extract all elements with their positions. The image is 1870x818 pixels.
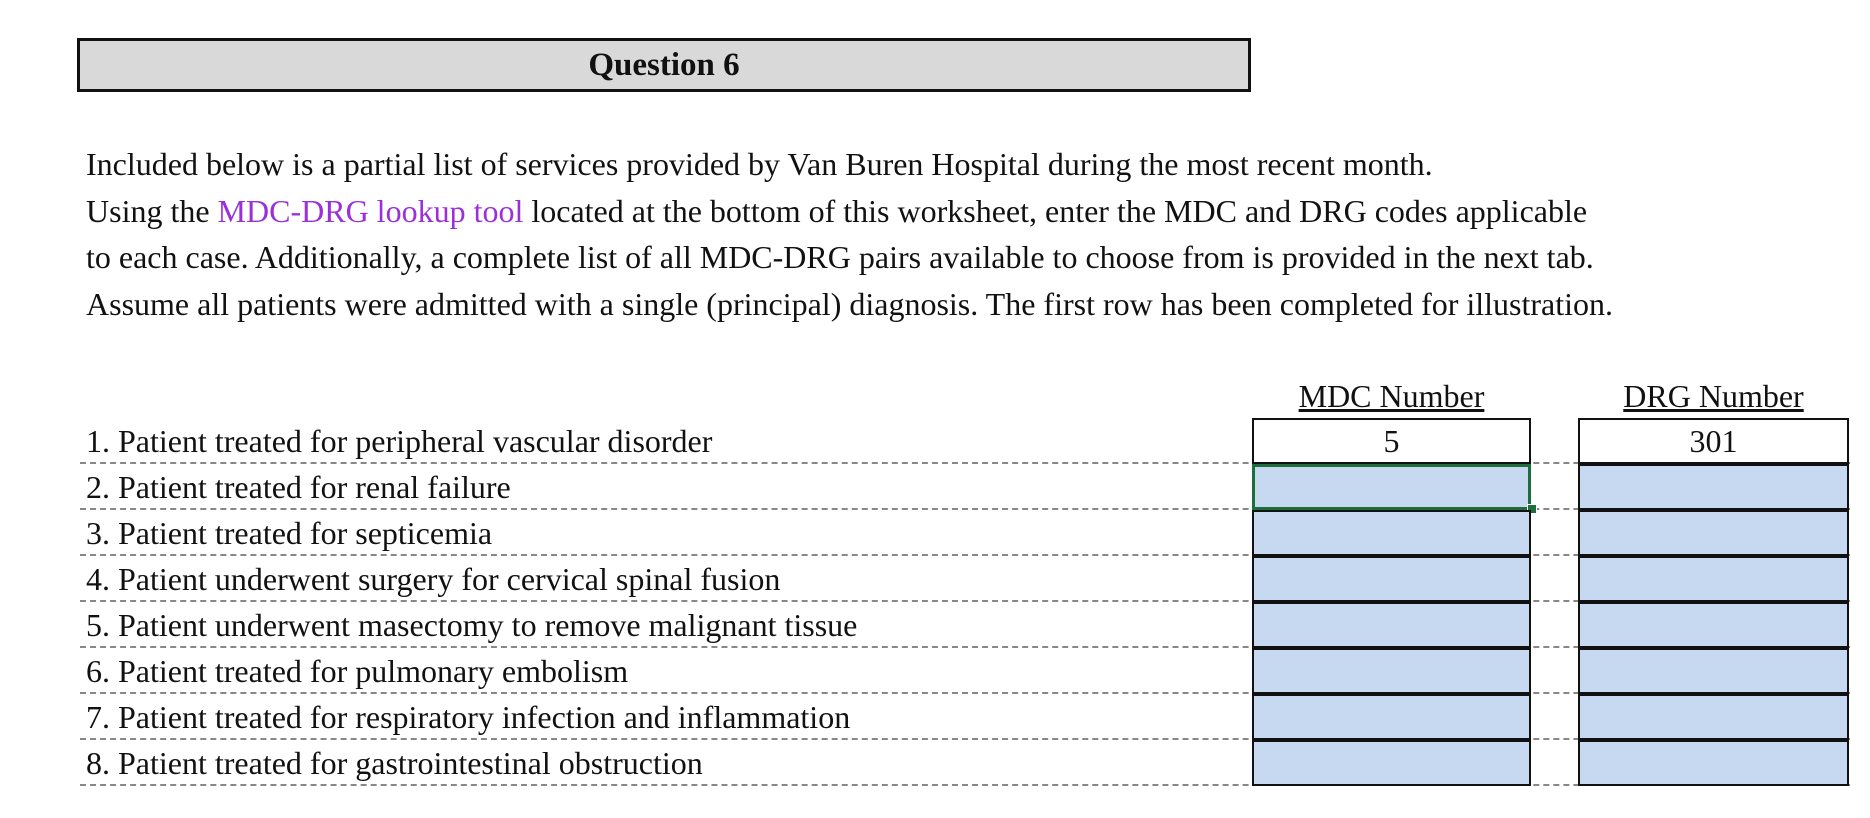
row-label: 7. Patient treated for respiratory infection and inflammation	[86, 699, 851, 735]
drg-cell[interactable]	[1578, 556, 1849, 602]
instructions-line-2-prefix: Using the	[86, 192, 218, 229]
table-row	[86, 510, 1850, 556]
table-row	[86, 418, 1850, 464]
mdc-cell[interactable]	[1252, 694, 1531, 740]
mdc-cell[interactable]	[1252, 602, 1531, 648]
instructions	[86, 141, 1866, 327]
drg-cell[interactable]	[1578, 602, 1849, 648]
instructions-line-1: Included below is a partial list of services provided by Van Buren Hospital during the most recent month.	[86, 146, 1433, 182]
instructions-line-3: to each case. Additionally, a complete list of all MDC-DRG pairs available to choose from is provided in the next tab.	[86, 239, 1594, 275]
drg-cell[interactable]: 301	[1578, 418, 1849, 464]
row-label: 1. Patient treated for peripheral vascular disorder	[86, 423, 713, 459]
table-row	[86, 648, 1850, 694]
mdc-number-header: MDC Number	[1298, 378, 1485, 414]
mdc-drg-lookup-link[interactable]: MDC-DRG lookup tool	[217, 192, 524, 229]
row-label: 2. Patient treated for renal failure	[86, 469, 511, 505]
mdc-cell[interactable]	[1252, 740, 1531, 786]
table-row	[86, 740, 1850, 786]
drg-cell[interactable]	[1578, 464, 1849, 510]
drg-cell[interactable]	[1578, 694, 1849, 740]
instructions-line-2-suffix: located at the bottom of this worksheet, enter the MDC and DRG codes applicable	[523, 192, 1588, 229]
table-row	[86, 602, 1850, 648]
mdc-cell[interactable]	[1252, 648, 1531, 694]
row-label: 5. Patient underwent masectomy to remove malignant tissue	[86, 607, 858, 643]
mdc-cell[interactable]	[1252, 556, 1531, 602]
instructions-line-2	[86, 188, 1866, 235]
mdc-cell[interactable]: 5	[1252, 418, 1531, 464]
table-row	[86, 694, 1850, 740]
row-label: 6. Patient treated for pulmonary embolism	[86, 653, 629, 689]
mdc-cell[interactable]	[1252, 510, 1531, 556]
drg-cell[interactable]	[1578, 740, 1849, 786]
table-row	[86, 464, 1850, 510]
row-label: 8. Patient treated for gastrointestinal obstruction	[86, 745, 703, 781]
mdc-cell-selected[interactable]	[1252, 464, 1531, 510]
question-title: Question 6	[77, 38, 1251, 92]
row-label: 4. Patient underwent surgery for cervical spinal fusion	[86, 561, 781, 597]
drg-cell[interactable]	[1578, 648, 1849, 694]
drg-cell[interactable]	[1578, 510, 1849, 556]
row-label: 3. Patient treated for septicemia	[86, 515, 493, 551]
instructions-line-4: Assume all patients were admitted with a single (principal) diagnosis. The first row has been completed for illustration.	[86, 285, 1614, 322]
table-row	[86, 556, 1850, 602]
drg-number-header: DRG Number	[1623, 378, 1804, 414]
